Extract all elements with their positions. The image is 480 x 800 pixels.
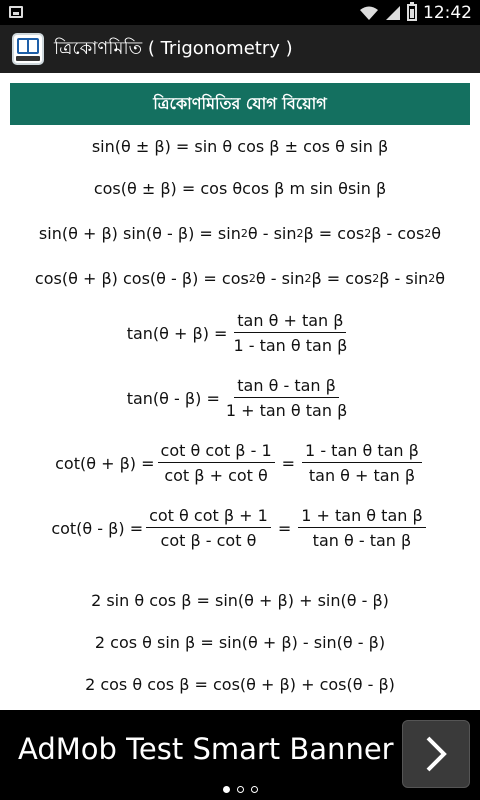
formula-2cos-cos: 2 cos θ cos β = cos(θ + β) + cos(θ - β): [85, 674, 395, 694]
action-bar: [0, 25, 480, 73]
formula-content[interactable]: [0, 73, 480, 710]
page-indicator-dot: [223, 786, 230, 793]
formula-2sin-cos: 2 sin θ cos β = sin(θ + β) + sin(θ - β): [91, 590, 389, 610]
page-indicator-dot: [251, 786, 258, 793]
fraction: $\frac{\text{1 + tan θ tan β}}{\text{tan θ - tan β}}$: [298, 506, 425, 550]
page-indicator-dot: [237, 786, 244, 793]
chevron-right-icon: [421, 734, 451, 774]
ad-banner[interactable]: [0, 710, 480, 800]
notification-icon: [9, 6, 23, 18]
fraction: $\frac{\text{cot θ cot β - 1}}{\text{cot β + cot θ}}$: [158, 441, 275, 485]
formula-cot-sum: cot(θ + β) = $\frac{\text{cot θ cot β - 1}}{\text{cot β + cot θ}}$ = $\frac{\text{1 - tan θ tan β}}{\text{tan θ + tan β}}$: [0, 438, 480, 488]
status-bar: [0, 0, 480, 25]
ad-text[interactable]: AdMob Test Smart Banner: [18, 732, 394, 766]
fraction: $\frac{\text{1 - tan θ tan β}}{\text{tan θ + tan β}}$: [302, 441, 422, 485]
status-clock: 12:42: [423, 2, 472, 23]
ad-page-indicator: [0, 786, 480, 793]
formula-tan-diff: tan(θ - β) = $\frac{\text{tan θ - tan β}}{\text{1 + tan θ tan β}}$: [0, 373, 480, 423]
section-heading: ত্রিকোণমিতির যোগ বিয়োগ: [10, 83, 470, 125]
signal-icon: [385, 5, 401, 21]
formula-cos-sum-diff: cos(θ ± β) = cos θcos β m sin θsin β: [93, 178, 387, 198]
app-title: ত্রিকোণমিতি ( Trigonometry ): [54, 37, 293, 59]
fraction: $\frac{\text{tan θ + tan β}}{\text{1 - tan θ tan β}}$: [233, 311, 348, 355]
app-logo-icon[interactable]: [12, 33, 44, 65]
status-icons: [359, 0, 472, 25]
formula-cot-diff: cot(θ - β) = $\frac{\text{cot θ cot β + 1}}{\text{cot β - cot θ}}$ = $\frac{\text{1 + tan θ tan β}}{\text{tan θ - tan β}}$: [0, 503, 480, 553]
formula-2cos-sin: 2 cos θ sin β = sin(θ + β) - sin(θ - β): [94, 632, 386, 652]
formula-tan-sum: tan(θ + β) = $\frac{\text{tan θ + tan β}}{\text{1 - tan θ tan β}}$: [0, 308, 480, 358]
ad-open-button[interactable]: [402, 720, 470, 788]
formula-sin-product: sin(θ + β) sin(θ - β) = sin 2 θ - sin 2 β = cos 2 β - cos 2 θ: [38, 223, 442, 243]
formula-cos-product: cos(θ + β) cos(θ - β) = cos 2 θ - sin 2 β = cos 2 β - sin 2 θ: [34, 268, 446, 288]
battery-icon: [407, 4, 417, 21]
fraction: $\frac{\text{tan θ - tan β}}{\text{1 + tan θ tan β}}$: [225, 376, 348, 420]
fraction: $\frac{\text{cot θ cot β + 1}}{\text{cot β - cot θ}}$: [146, 506, 271, 550]
wifi-icon: [359, 5, 379, 21]
formula-sin-sum-diff: sin(θ ± β) = sin θ cos β ± cos θ sin β: [91, 136, 389, 156]
